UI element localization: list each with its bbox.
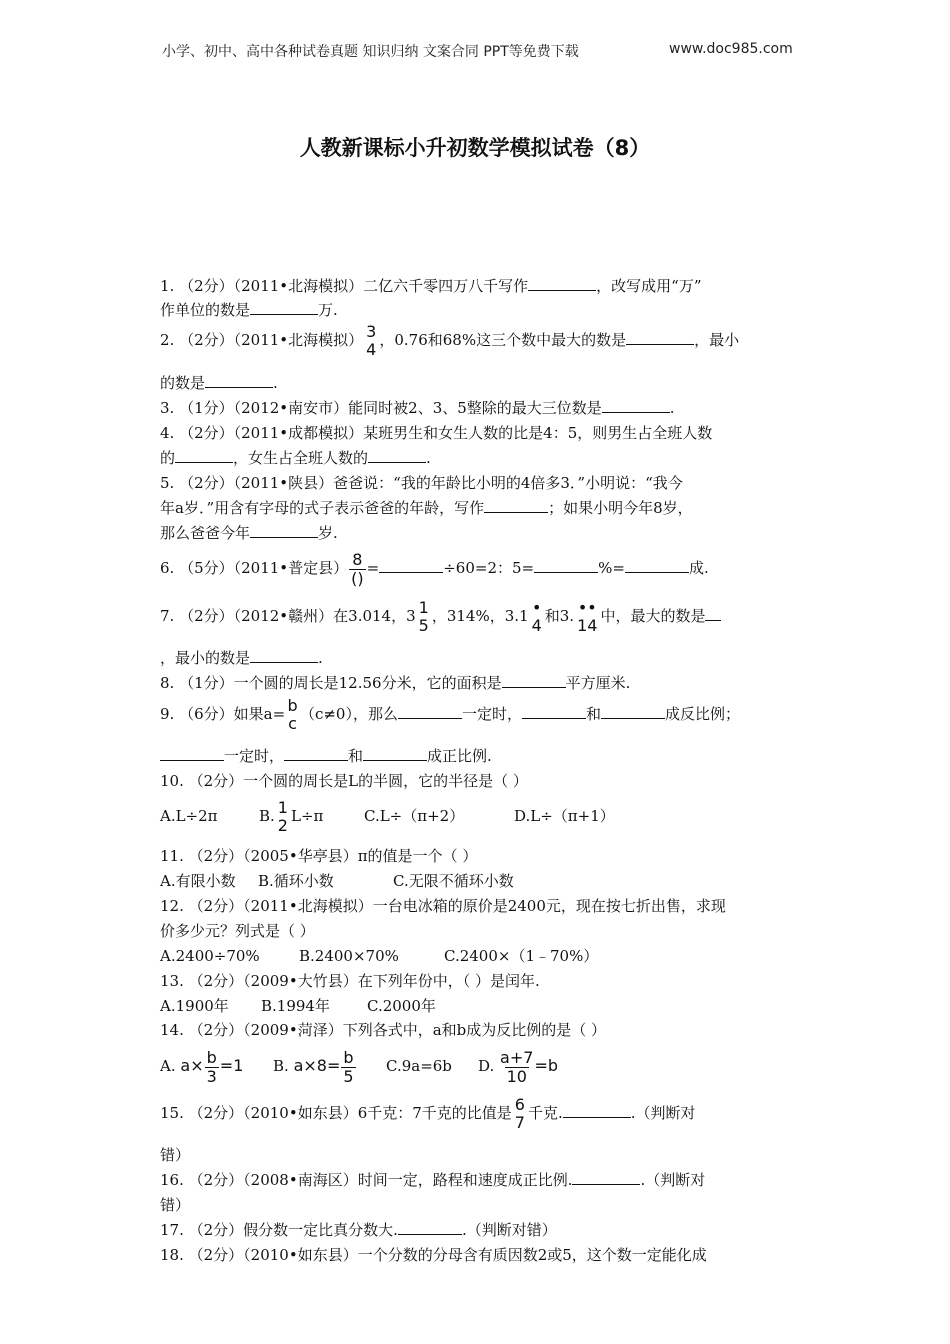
q14-options [160, 1042, 558, 1090]
q5-blank-2[interactable] [250, 523, 318, 538]
q10-option-d[interactable]: D.L÷（π+1） [514, 807, 615, 825]
q1-blank-2[interactable] [250, 300, 318, 315]
q17-blank[interactable] [398, 1220, 462, 1235]
q9-fraction: b c [287, 696, 298, 733]
q16-line2: 错） [160, 1196, 191, 1214]
q7-line1: 7. （2分）（2012•赣州）在3.014，3 1 5 ，314%，3.1 • 4 和3. •• 14 中，最大的数是 [160, 596, 721, 636]
q14-option-c[interactable]: C.9a=6b [386, 1057, 452, 1075]
q1-line2: 作单位的数是 万. [160, 301, 338, 319]
q6-line: 6. （5分）（2011•普定县） 8 () = ÷60=2：5= %= 成. [160, 549, 709, 588]
q9-blank-6[interactable] [363, 746, 427, 761]
q7-blank-2[interactable] [250, 648, 318, 663]
q2-line2: 的数是 . [160, 374, 278, 392]
q7-blank-1[interactable] [705, 606, 721, 621]
q7-repeating-dot-1: • 4 [531, 598, 542, 635]
q10-option-c[interactable]: C.L÷（π+2） [364, 807, 465, 825]
q6-blank-3[interactable] [625, 558, 689, 573]
q15-blank[interactable] [563, 1103, 631, 1118]
q12-option-c[interactable]: C.2400×（1﹣70%） [444, 947, 599, 965]
q13-option-c[interactable]: C.2000年 [367, 997, 436, 1015]
q6-blank-1[interactable] [379, 558, 443, 573]
q8-blank[interactable] [502, 673, 566, 688]
q12-option-b[interactable]: B.2400×70% [299, 947, 399, 965]
q9-line2: 一定时， 和 成正比例. [160, 746, 492, 766]
q4-line2: 的 ，女生占全班人数的 . [160, 449, 431, 467]
q14-stem: 14. （2分）（2009•菏泽）下列各式中，a和b成为反比例的是（ ） [160, 1021, 607, 1039]
q11-option-c[interactable]: C.无限不循环小数 [393, 872, 514, 890]
q5-line3: 那么爸爸今年 岁. [160, 524, 338, 542]
q10-options [160, 796, 615, 836]
q13-stem: 13. （2分）（2009•大竹县）在下列年份中，（ ）是闰年. [160, 972, 540, 990]
q6-fraction: 8 () [351, 549, 364, 588]
q16-line1: 16. （2分）（2008•南海区）时间一定，路程和速度成正比例. .（判断对 [160, 1171, 706, 1189]
q13-options [160, 996, 436, 1016]
q9-line1: 9. （6分）如果a= b c （c≠0），那么 一定时， 和 成反比例； [160, 696, 740, 733]
q15-fraction: 6 7 [514, 1095, 525, 1132]
q16-blank[interactable] [572, 1170, 640, 1185]
q3-line: 3. （1分）（2012•南安市）能同时被2、3、5整除的最大三位数是 . [160, 399, 675, 417]
q14-option-b[interactable]: B. a×8= $\frac{b}{5}$ [273, 1047, 354, 1086]
q14-option-d[interactable]: D. $\frac{a+7}{10}$ =b [478, 1047, 558, 1086]
q5-blank-1[interactable] [484, 498, 548, 513]
q18-line: 18. （2分）（2010•如东县）一个分数的分母含有质因数2或5，这个数一定能化成 [160, 1246, 707, 1264]
q4-blank-1[interactable] [175, 448, 233, 463]
q10-option-b[interactable]: B. 1 2 L÷π [259, 798, 324, 835]
q9-blank-3[interactable] [601, 704, 665, 719]
q12-stem-2: 价多少元？列式是（ ） [160, 922, 315, 940]
q15-line2: 错） [160, 1146, 191, 1164]
q7-fraction: 1 5 [418, 598, 429, 635]
q5-line2: 年a岁．”用含有字母的式子表示爸爸的年龄，写作 ；如果小明今年8岁， [160, 499, 693, 517]
q9-blank-1[interactable] [398, 704, 462, 719]
header-url[interactable]: www.doc985.com [669, 41, 793, 57]
q5-line1: 5. （2分）（2011•陕县）爸爸说：“我的年龄比小明的4倍多3．”小明说：“我今 [160, 474, 683, 492]
q4-line1: 4. （2分）（2011•成都模拟）某班男生和女生人数的比是4：5，则男生占全班人数 [160, 424, 713, 442]
q7-repeating-dot-2: •• 14 [577, 598, 598, 635]
q7-line2: ，最小的数是 . [160, 649, 323, 667]
q2-blank-1[interactable] [626, 330, 694, 345]
q1-line1: 1. （2分）（2011•北海模拟）二亿六千零四万八千写作 ，改写成用“万” [160, 277, 702, 295]
q17-line: 17. （2分）假分数一定比真分数大. .（判断对错） [160, 1221, 557, 1239]
q2-blank-2[interactable] [205, 373, 273, 388]
q12-option-a[interactable]: A.2400÷70% [160, 947, 260, 965]
q10-stem: 10. （2分）一个圆的周长是L的半圆，它的半径是（ ） [160, 772, 528, 790]
page-title: 人教新课标小升初数学模拟试卷（8） [299, 136, 651, 160]
q11-stem: 11. （2分）（2005•华亭县）π的值是一个（ ） [160, 847, 478, 865]
q10-option-a[interactable]: A.L÷2π [160, 807, 218, 825]
q11-option-b[interactable]: B.循环小数 [258, 872, 334, 890]
q15-line1: 15. （2分）（2010•如东县）6千克：7千克的比值是 6 7 千克. .（判断对 [160, 1095, 696, 1132]
q9-blank-4[interactable] [160, 746, 224, 761]
q4-blank-2[interactable] [368, 448, 426, 463]
q2-fraction: 3 4 [366, 322, 377, 359]
q9-blank-2[interactable] [522, 704, 586, 719]
q12-stem-1: 12. （2分）（2011•北海模拟）一台电冰箱的原价是2400元，现在按七折出售，求现 [160, 897, 726, 915]
q8-line: 8. （1分）一个圆的周长是12.56分米，它的面积是 平方厘米. [160, 674, 631, 692]
q1-blank-1[interactable] [528, 276, 596, 291]
q11-option-a[interactable]: A.有限小数 [160, 872, 236, 890]
q14-option-a[interactable]: A. a× $\frac{b}{3}$ =1 [160, 1047, 244, 1086]
q12-options [160, 946, 598, 966]
q6-blank-2[interactable] [534, 558, 598, 573]
q2-line1: 2. （2分）（2011•北海模拟） 3 4 ，0.76和68%这三个数中最大的数是 ，最小 [160, 322, 740, 359]
q13-option-b[interactable]: B.1994年 [261, 997, 330, 1015]
header-banner: 小学、初中、高中各种试卷真题 知识归纳 文案合同 PPT等免费下载 [162, 44, 579, 60]
q9-blank-5[interactable] [284, 746, 348, 761]
q11-options [160, 871, 514, 891]
q13-option-a[interactable]: A.1900年 [160, 997, 229, 1015]
q3-blank[interactable] [602, 398, 670, 413]
